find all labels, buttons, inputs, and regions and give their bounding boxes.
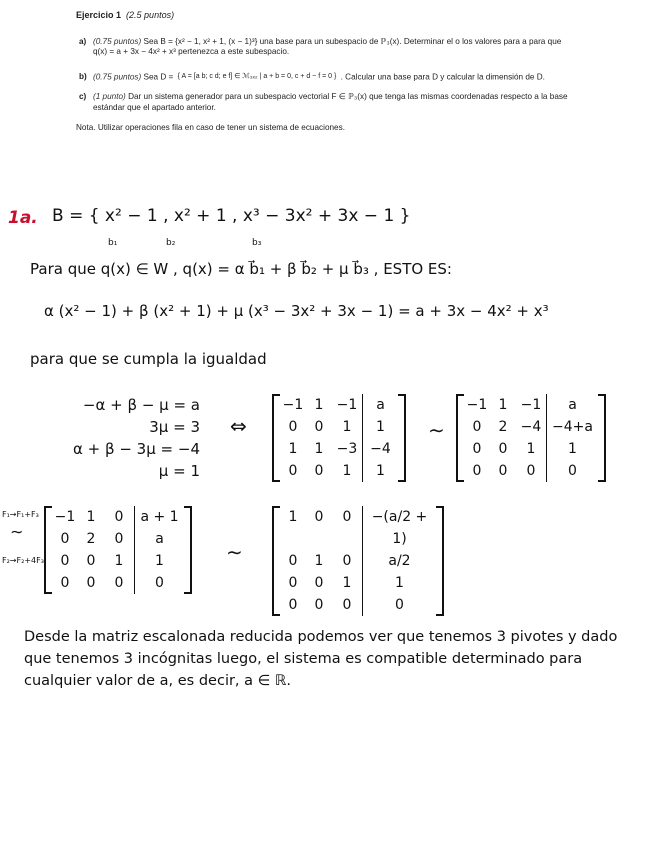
matrix-cell: 0 xyxy=(86,553,96,569)
matrix-cell: 0 xyxy=(314,597,324,613)
condition-line: Para que q(x) ∈ W , q(x) = α b⃗₁ + β b⃗₂ + μ b⃗₃ , ESTO ES: xyxy=(30,260,452,278)
equality-line: para que se cumpla la igualdad xyxy=(30,350,267,368)
matrix-cell: 0 xyxy=(134,572,184,594)
matrix-cell: 1 xyxy=(342,575,352,591)
matrix-cell: 1 xyxy=(362,572,436,594)
row-operation-1: F₁→F₁+F₃ xyxy=(2,510,39,519)
augmented-matrix-1 xyxy=(272,394,406,482)
equivalence-arrow: ⇔ xyxy=(230,414,247,438)
tilde-1: ∼ xyxy=(428,418,445,442)
matrix-cell: 0 xyxy=(288,575,298,591)
matrix-cell: 1 xyxy=(362,460,398,482)
matrix-cell: 0 xyxy=(342,553,352,569)
item-b: b) (0.75 puntos) Sea D = { A = [a b; c d; e f] ∈ ℳ₃ₓ₂ | a + b = 0, c + d − f = 0 } . Calcular una base para D y calcular la dimensión de D. xyxy=(79,71,545,81)
matrix-cell: 0 xyxy=(472,463,482,479)
tilde-2: ∼ xyxy=(226,540,243,564)
matrix-cell: −(a/2 + 1) xyxy=(362,506,436,550)
matrix-cell: 1 xyxy=(114,553,124,569)
matrix-cell: −4+a xyxy=(546,416,598,438)
item-a: a) (0.75 puntos) Sea B = {x² − 1, x² + 1, (x − 1)³} una base para un subespacio de ℙ₃(x). Determinar el o los valores para a para que q(x) = a + 3x − 4x² + x³ pertenezca a este subespacio. xyxy=(79,36,562,56)
augmented-matrix-2 xyxy=(456,394,606,482)
conclusion-text: Desde la matriz escalonada reducida podemos ver que tenemos 3 pivotes y dado que tenemos 3 incógnitas luego, el sistema es compatible determinado para cualquier valor de a, es decir, a ∈ ℝ. xyxy=(24,629,618,689)
matrix-cell: 0 xyxy=(314,509,324,525)
matrix-cell: a xyxy=(546,394,598,416)
matrix-cell: 1 xyxy=(86,509,96,525)
note: Nota. Utilizar operaciones fila en caso de tener un sistema de ecuaciones. xyxy=(76,123,345,133)
equation-system: −α + β − μ = a 3μ = 3 α + β − 3μ = −4 μ = 1 xyxy=(73,396,200,480)
matrix-cell: 0 xyxy=(288,419,298,435)
augmented-matrix-3 xyxy=(44,506,192,594)
matrix-cell: 0 xyxy=(60,553,70,569)
matrix-cell: 0 xyxy=(546,460,598,482)
matrix-cell: 0 xyxy=(114,509,124,525)
matrix-cell: 0 xyxy=(314,419,324,435)
matrix-cell: 0 xyxy=(472,441,482,457)
augmented-matrix-4 xyxy=(272,506,444,616)
matrix-cell: 0 xyxy=(314,463,324,479)
matrix-cell: 1 xyxy=(288,509,298,525)
matrix-cell: 0 xyxy=(498,441,508,457)
matrix-cell: 0 xyxy=(314,575,324,591)
matrix-cell: −4 xyxy=(362,438,398,460)
matrix-cell: 1 xyxy=(314,441,324,457)
matrix-cell: a + 1 xyxy=(134,506,184,528)
basis-sub-3: b₃ xyxy=(252,238,262,248)
matrix-cell: 0 xyxy=(86,575,96,591)
matrix-cell: 0 xyxy=(60,575,70,591)
matrix-cell: 0 xyxy=(342,509,352,525)
matrix-cell: 0 xyxy=(60,531,70,547)
matrix-cell: 1 xyxy=(314,553,324,569)
matrix-cell: 1 xyxy=(342,463,352,479)
matrix-cell: a xyxy=(362,394,398,416)
matrix-cell: 0 xyxy=(288,463,298,479)
matrix-cell: 0 xyxy=(498,463,508,479)
matrix-cell: 2 xyxy=(86,531,96,547)
linear-combination-line: α (x² − 1) + β (x² + 1) + μ (x³ − 3x² + 3x − 1) = a + 3x − 4x² + x³ xyxy=(44,302,549,320)
matrix-cell: 1 xyxy=(342,419,352,435)
exercise-title: Ejercicio 1 (2.5 puntos) xyxy=(76,10,175,20)
matrix-cell: a xyxy=(134,528,184,550)
matrix-cell: a/2 xyxy=(362,550,436,572)
matrix-cell: 2 xyxy=(498,419,508,435)
matrix-set-D: { A = [a b; c d; e f] ∈ ℳ₃ₓ₂ | a + b = 0, c + d − f = 0 } xyxy=(177,72,337,80)
part-label: 1a. xyxy=(8,208,38,228)
matrix-cell: 0 xyxy=(362,594,436,616)
row-operation-2: F₂→F₂+4F₃ xyxy=(2,556,44,565)
matrix-cell: 1 xyxy=(288,441,298,457)
matrix-cell: 0 xyxy=(472,419,482,435)
matrix-cell: −1 xyxy=(336,397,358,413)
matrix-cell: 1 xyxy=(526,441,536,457)
matrix-cell: 0 xyxy=(114,531,124,547)
matrix-cell: 0 xyxy=(288,553,298,569)
matrix-cell: 0 xyxy=(114,575,124,591)
problem-statement xyxy=(76,10,576,134)
matrix-cell: 1 xyxy=(314,397,324,413)
item-c: c) (1 punto) Dar un sistema generador para un subespacio vectorial F ∈ ℙ₃(x) que tenga las mismas coordenadas respecto a la base estándar que el apartado anterior. xyxy=(79,92,568,112)
matrix-cell: −1 xyxy=(520,397,542,413)
matrix-cell: −1 xyxy=(466,397,488,413)
basis-definition: B = { x² − 1 , x² + 1 , x³ − 3x² + 3x − 1 } xyxy=(52,206,411,226)
matrix-cell: 1 xyxy=(362,416,398,438)
basis-sub-1: b₁ xyxy=(108,238,118,248)
matrix-cell: 1 xyxy=(546,438,598,460)
basis-sub-2: b₂ xyxy=(166,238,176,248)
matrix-cell: 0 xyxy=(288,597,298,613)
matrix-cell: −3 xyxy=(336,441,358,457)
matrix-cell: −4 xyxy=(520,419,542,435)
matrix-cell: 0 xyxy=(342,597,352,613)
row-operation-tilde: ∼ xyxy=(10,522,24,541)
matrix-cell: 0 xyxy=(526,463,536,479)
matrix-cell: −1 xyxy=(54,509,76,525)
matrix-cell: 1 xyxy=(498,397,508,413)
matrix-cell: −1 xyxy=(282,397,304,413)
matrix-cell: 1 xyxy=(134,550,184,572)
